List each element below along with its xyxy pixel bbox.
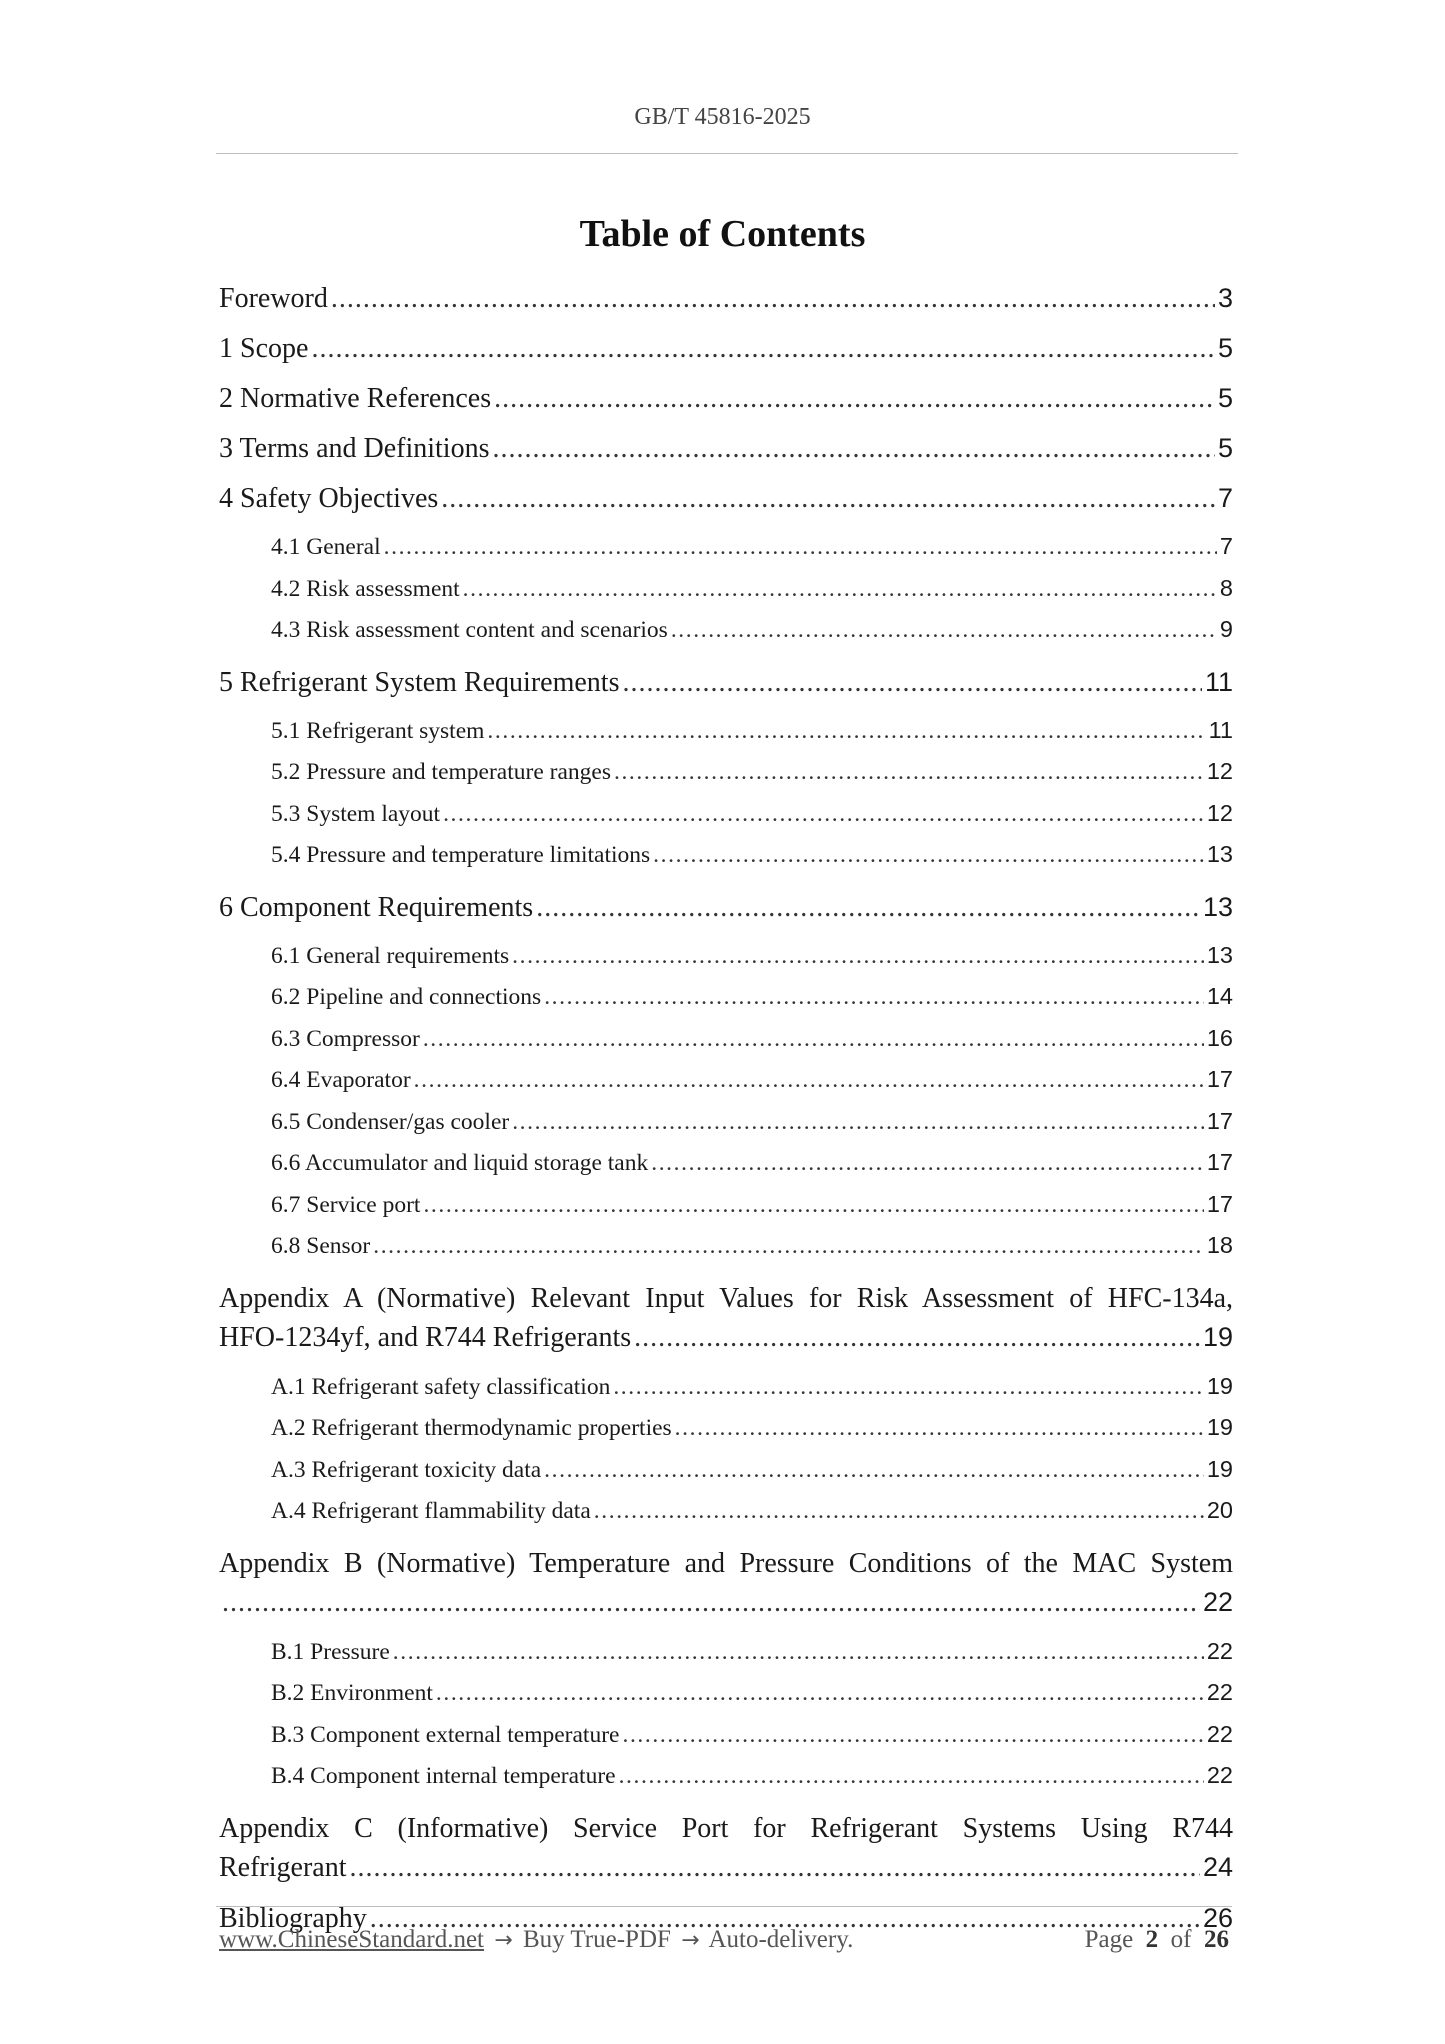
toc-entry-page: 12 (1206, 799, 1233, 826)
toc-entry-subsection[interactable] (219, 1672, 1233, 1714)
toc-entry-subsection[interactable] (219, 976, 1233, 1018)
header-rule (216, 153, 1238, 154)
toc-entry-title: 5.4 Pressure and temperature limitations (271, 842, 651, 868)
toc-entry-title: 6.4 Evaporator (271, 1067, 411, 1093)
toc-entry-subsection[interactable] (219, 935, 1233, 977)
toc-entry-subsection[interactable] (219, 1184, 1233, 1226)
dot-leader (492, 431, 1214, 467)
toc-entry-subsection[interactable] (219, 1755, 1233, 1797)
toc-entry-title: B.3 Component external temperature (271, 1721, 620, 1748)
dot-leader (594, 1491, 1204, 1532)
dot-leader (373, 1226, 1204, 1267)
toc-entry-title: 6.1 General requirements (271, 942, 510, 969)
toc-entry-appendix[interactable] (219, 1810, 1233, 1887)
toc-title: Table of Contents (579, 213, 866, 255)
dot-leader (536, 890, 1200, 926)
page-of: of (1170, 1926, 1192, 1953)
toc-entry-subsection[interactable] (219, 568, 1233, 610)
dot-leader (441, 481, 1215, 517)
toc-entry-subsection[interactable] (219, 751, 1233, 793)
toc-entry-page: 11 (1208, 716, 1233, 743)
toc-entry-subsection[interactable] (219, 834, 1233, 876)
footer-rule (216, 1906, 1232, 1907)
dot-leader (653, 835, 1204, 876)
toc-entry-page: 22 (1206, 1720, 1233, 1747)
toc-entry-page: 3 (1217, 283, 1233, 313)
toc-entry-page: 18 (1206, 1232, 1233, 1258)
toc-entry-appendix[interactable] (219, 1545, 1233, 1622)
toc-entry-page: 13 (1206, 941, 1233, 968)
toc-entry-page: 5 (1217, 333, 1233, 363)
dot-leader (414, 1060, 1204, 1101)
dot-leader (443, 794, 1204, 835)
toc-entry-title: 6.8 Sensor (271, 1233, 371, 1259)
toc-entry-subsection[interactable] (219, 1490, 1233, 1532)
toc-entry-page: 22 (1202, 1586, 1233, 1617)
page-label: Page (1084, 1926, 1134, 1953)
dot-leader (331, 281, 1215, 317)
dot-leader (544, 1450, 1204, 1491)
dot-leader (222, 1584, 1200, 1622)
toc-entry-title: A.3 Refrigerant toxicity data (271, 1456, 542, 1483)
toc-entry-page: 17 (1206, 1107, 1233, 1134)
toc-entry-title: Bibliography (219, 1902, 367, 1934)
toc-entry-title: A.4 Refrigerant flammability data (271, 1498, 591, 1524)
toc-entry-page: 20 (1206, 1497, 1233, 1523)
toc-entry-title: B.1 Pressure (271, 1638, 390, 1665)
buy-text: Buy True-PDF (522, 1926, 671, 1953)
toc-entry-title: 4.1 General (271, 534, 381, 560)
dot-leader (619, 1756, 1204, 1797)
toc-entry-page: 7 (1219, 533, 1233, 559)
toc-entry-subsection[interactable] (219, 1018, 1233, 1060)
arrow-right-icon: → (681, 1928, 700, 1953)
toc-entry-section[interactable] (219, 480, 1233, 517)
toc-entry-page: 26 (1202, 1902, 1233, 1933)
page-indicator (1085, 1926, 1229, 1954)
dot-leader (675, 1408, 1204, 1449)
dot-leader (423, 1185, 1203, 1226)
toc-entry-page: 19 (1202, 1321, 1233, 1352)
toc-entry-title: A.2 Refrigerant thermodynamic properties (271, 1415, 672, 1441)
dot-leader (393, 1632, 1204, 1673)
dot-leader (613, 1367, 1204, 1408)
toc-entry-page: 7 (1217, 483, 1233, 513)
toc-entry-subsection[interactable] (219, 1366, 1233, 1408)
dot-leader (512, 1102, 1204, 1143)
dot-leader (622, 1715, 1203, 1756)
toc-entry-section[interactable] (219, 889, 1233, 926)
toc-entry-title: 2 Normative References (219, 383, 492, 414)
toc-entry-subsection[interactable] (219, 526, 1233, 568)
toc-entry-page: 5 (1217, 383, 1233, 413)
toc-entry-title: B.4 Component internal temperature (271, 1763, 616, 1789)
dot-leader (512, 936, 1204, 977)
toc-entry-appendix[interactable] (219, 1280, 1233, 1357)
page-header-code: GB/T 45816-2025 (634, 104, 811, 130)
toc-entry-subsection[interactable] (219, 710, 1233, 752)
toc-entry-title: 5.1 Refrigerant system (271, 717, 485, 744)
toc-entry-title: Foreword (219, 283, 328, 314)
dot-leader (651, 1143, 1204, 1184)
toc-entry-page: 13 (1206, 841, 1233, 867)
toc-entry-page: 24 (1202, 1851, 1233, 1882)
toc-entry-line2 (219, 1318, 1233, 1357)
toc-entry-subsection[interactable] (219, 1449, 1233, 1491)
toc-entry-title-line1: Appendix A (Normative) Relevant Input Values for Risk Assessment of HFC-134a, (219, 1282, 1233, 1314)
toc-entry-title: 6.6 Accumulator and liquid storage tank (271, 1150, 649, 1176)
dot-leader (614, 752, 1204, 793)
toc-entry-title: 5.2 Pressure and temperature ranges (271, 759, 611, 785)
toc-entry-page: 22 (1206, 1679, 1233, 1705)
toc-entry-title: 4 Safety Objectives (219, 483, 439, 514)
toc-entry-subsection[interactable] (219, 1059, 1233, 1101)
toc-entry-title-line1: Appendix B (Normative) Temperature and Pressure Conditions of the MAC System (219, 1547, 1233, 1579)
toc-entry-section[interactable] (219, 380, 1233, 417)
dot-leader (384, 527, 1217, 568)
dot-leader (494, 381, 1215, 417)
dot-leader (634, 1319, 1200, 1357)
toc-entry-subsection[interactable] (219, 1225, 1233, 1267)
toc-entry-subsection[interactable] (219, 1101, 1233, 1143)
toc-entry-title: 6.7 Service port (271, 1191, 421, 1218)
toc-entry-page: 9 (1219, 616, 1233, 642)
toc-entry-page: 19 (1206, 1414, 1233, 1440)
dot-leader (622, 665, 1202, 701)
toc-entry-page: 12 (1206, 758, 1233, 784)
toc-entry-page: 14 (1206, 983, 1233, 1009)
toc-entry-page: 13 (1202, 891, 1233, 922)
arrow-right-icon: → (494, 1928, 513, 1953)
toc-entry-subsection[interactable] (219, 1142, 1233, 1184)
toc-entry-line2 (219, 1583, 1233, 1622)
toc-entry-title: B.2 Environment (271, 1680, 433, 1706)
toc-entry-title: 6.3 Compressor (271, 1025, 420, 1052)
toc-entry-section[interactable] (219, 430, 1233, 467)
toc-entry-page: 19 (1206, 1455, 1233, 1482)
toc-entry-title-line2: Refrigerant (219, 1851, 347, 1883)
dot-leader (463, 569, 1217, 610)
toc-entry-page: 17 (1206, 1149, 1233, 1175)
toc-entry-subsection[interactable] (219, 1407, 1233, 1449)
toc-entry-title: 4.3 Risk assessment content and scenarios (271, 617, 668, 643)
toc-entry-section[interactable] (219, 280, 1233, 317)
footer-left (219, 1926, 853, 1954)
toc-entry-title: 6.5 Condenser/gas cooler (271, 1108, 510, 1135)
dot-leader (487, 711, 1205, 752)
toc-entry-title: 1 Scope (219, 333, 309, 364)
toc-entry-page: 8 (1219, 574, 1233, 601)
toc-entry-title: 3 Terms and Definitions (219, 433, 490, 464)
toc-entry-title: 6 Component Requirements (219, 891, 534, 923)
delivery-text: Auto-delivery. (708, 1926, 854, 1953)
dot-leader (311, 331, 1215, 367)
toc-entry-line2 (219, 1848, 1233, 1887)
toc-entry-title-line1: Appendix C (Informative) Service Port for Refrigerant Systems Using R744 (219, 1812, 1233, 1844)
toc-entry-page: 22 (1206, 1637, 1233, 1664)
toc-entry-page: 16 (1206, 1024, 1233, 1051)
toc-entry-title-line2: HFO-1234yf, and R744 Refrigerants (219, 1321, 632, 1353)
toc-entry-title: 4.2 Risk assessment (271, 575, 460, 602)
toc-entry-page: 5 (1217, 433, 1233, 463)
toc-entry-page: 17 (1206, 1190, 1233, 1217)
toc-entry-title: 5.3 System layout (271, 800, 441, 827)
toc-list (219, 280, 1233, 1946)
dot-leader (350, 1849, 1200, 1887)
toc-entry-section[interactable] (219, 330, 1233, 367)
toc-entry-page: 17 (1206, 1066, 1233, 1092)
toc-entry-subsection[interactable] (219, 609, 1233, 651)
toc-entry-title: 5 Refrigerant System Requirements (219, 666, 620, 698)
dot-leader (423, 1019, 1204, 1060)
toc-entry-title: A.1 Refrigerant safety classification (271, 1373, 611, 1400)
toc-entry-page: 11 (1204, 666, 1233, 697)
page-total: 26 (1204, 1926, 1229, 1953)
toc-entry-section[interactable] (219, 664, 1233, 701)
dot-leader (436, 1673, 1204, 1714)
dot-leader (671, 610, 1217, 651)
site-link[interactable]: www.ChineseStandard.net (219, 1926, 484, 1953)
toc-entry-title: 6.2 Pipeline and connections (271, 984, 542, 1010)
toc-entry-subsection[interactable] (219, 1631, 1233, 1673)
dot-leader (544, 977, 1204, 1018)
page-current: 2 (1145, 1926, 1159, 1953)
footer (219, 1926, 1229, 1954)
toc-entry-subsection[interactable] (219, 1714, 1233, 1756)
toc-entry-page: 22 (1206, 1762, 1233, 1788)
toc-entry-subsection[interactable] (219, 793, 1233, 835)
toc-entry-page: 19 (1206, 1372, 1233, 1399)
